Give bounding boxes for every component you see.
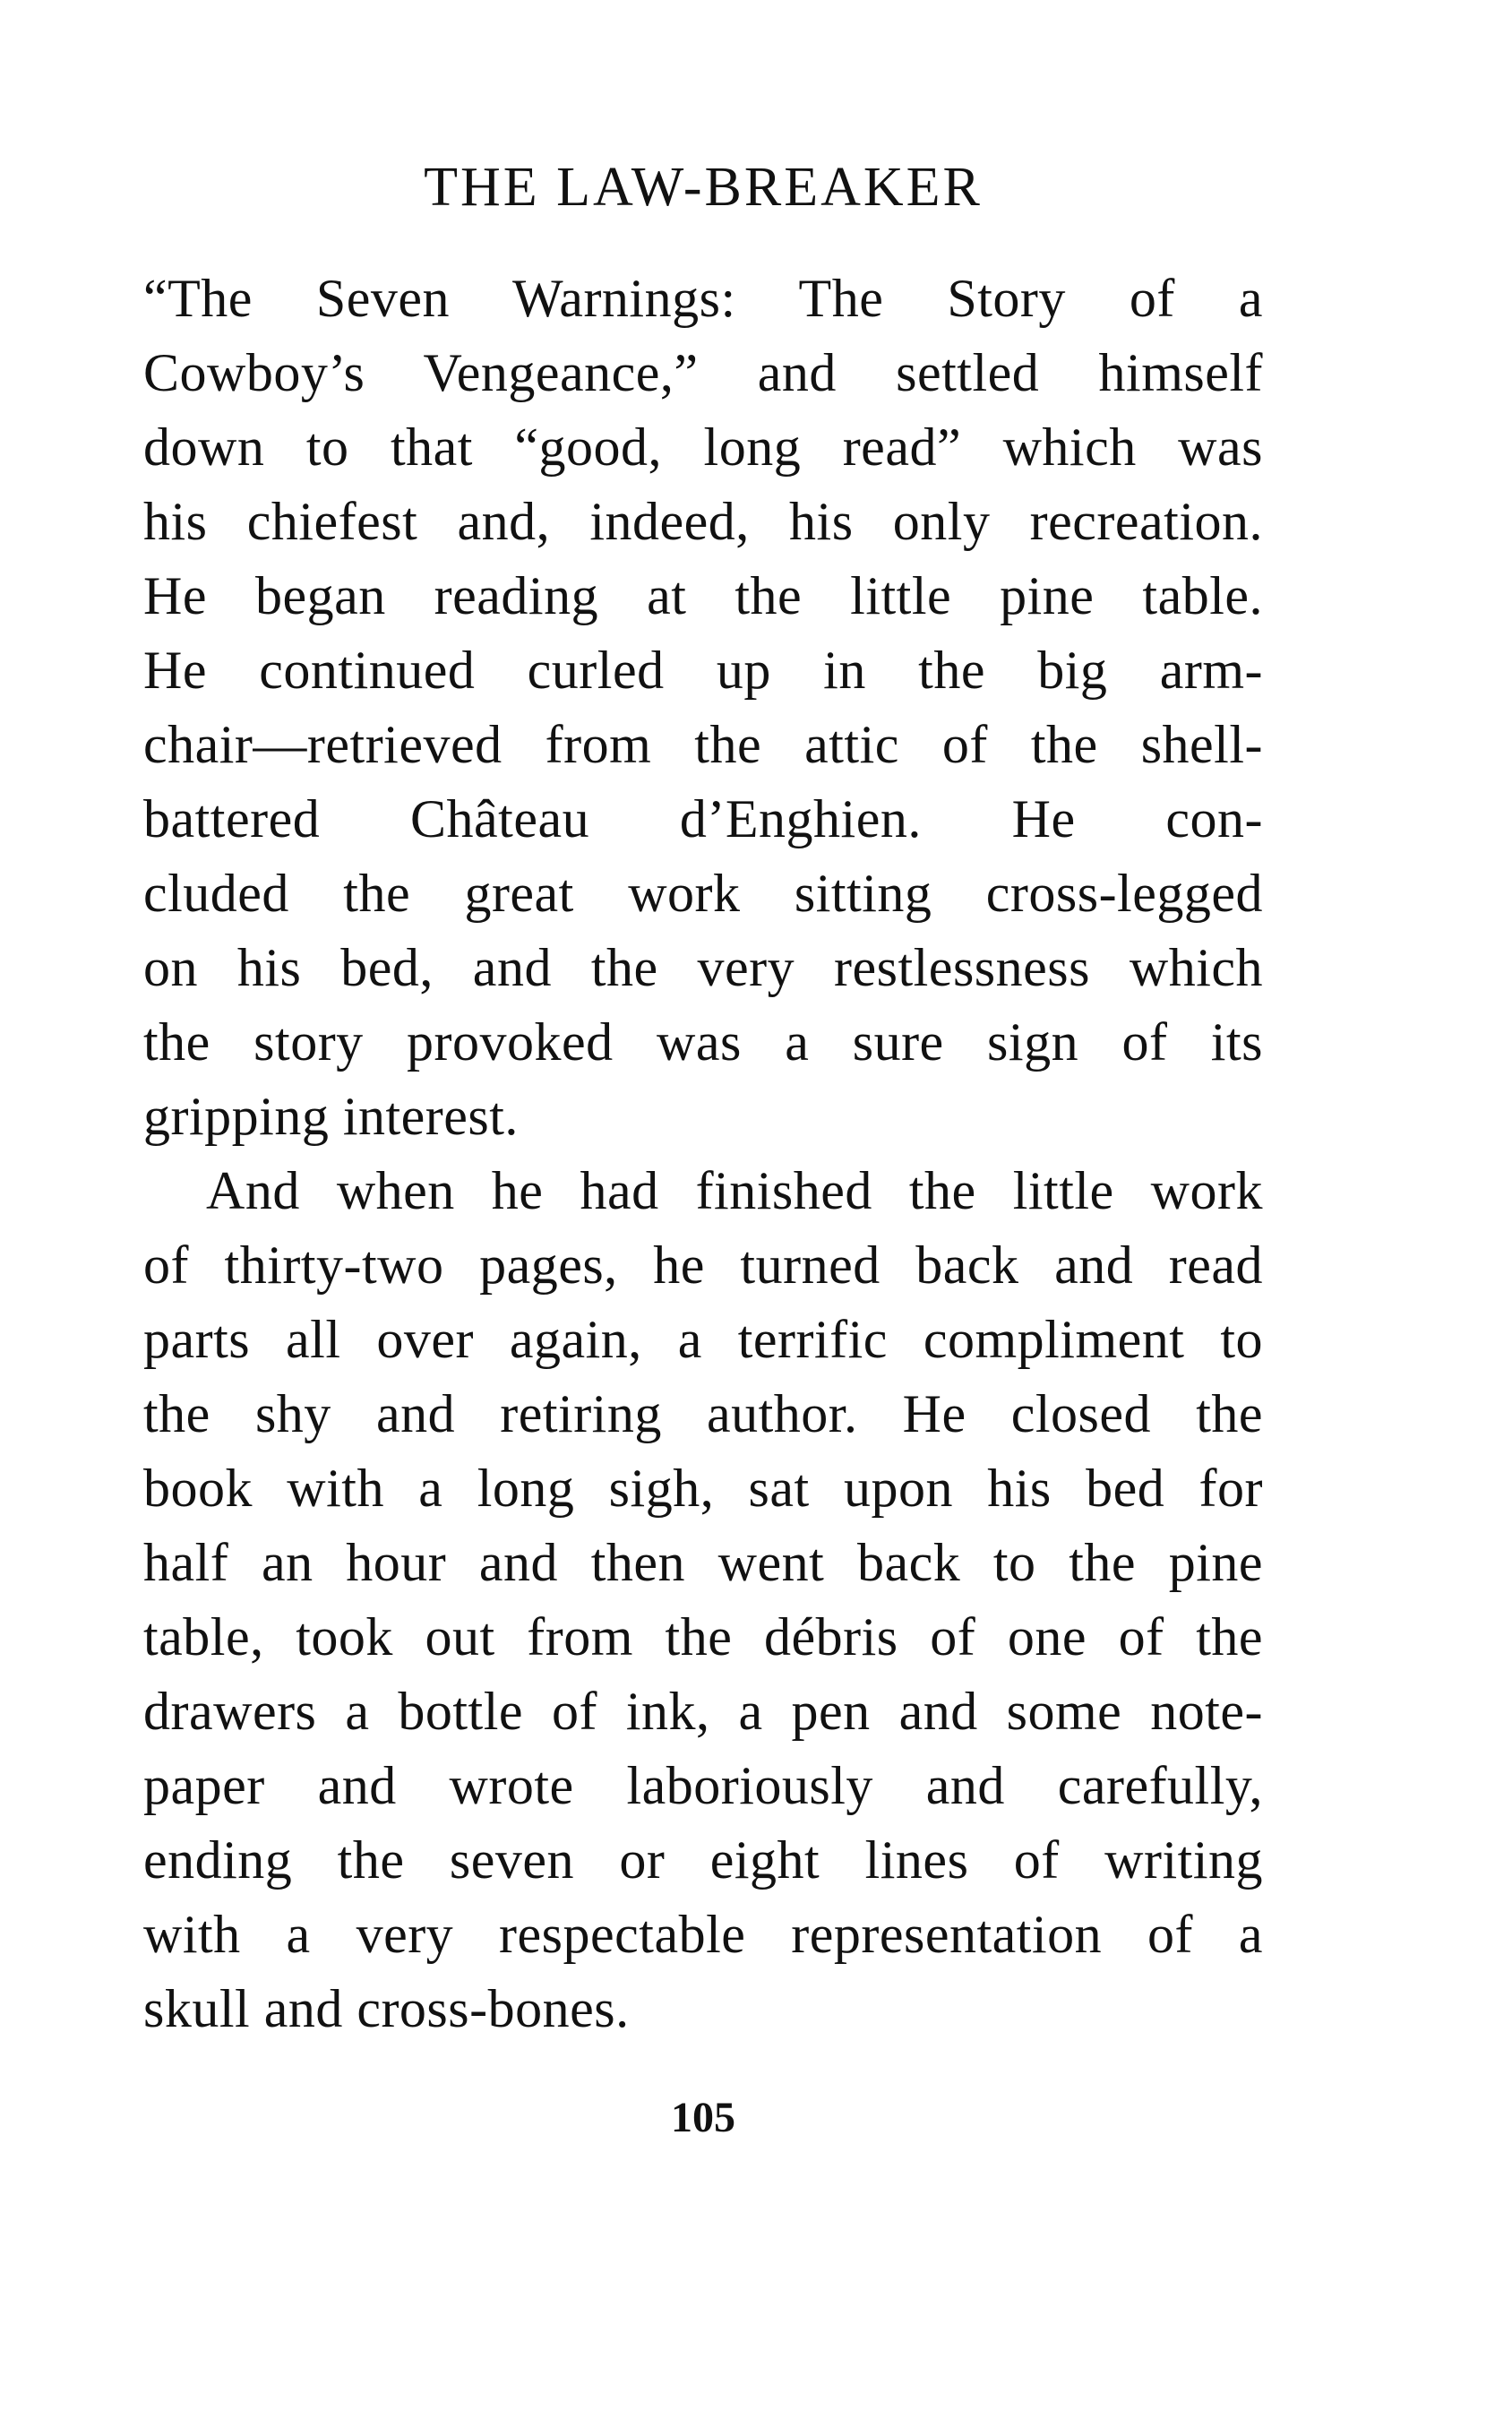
text-line: battered Château d’Enghien. He con-: [143, 789, 1263, 848]
text-line: cluded the great work sitting cross-legged: [143, 864, 1263, 923]
page-number: 105: [671, 2094, 735, 2141]
text-line: his chiefest and, indeed, his only recreation.: [143, 492, 1263, 551]
text-line: ending the seven or eight lines of writing: [143, 1830, 1263, 1890]
text-line: “The Seven Warnings: The Story of a: [143, 269, 1263, 328]
paragraph-1: [143, 262, 1263, 1154]
text-line: book with a long sigh, sat upon his bed for: [143, 1459, 1263, 1518]
text-line: down to that “good, long read” which was: [143, 418, 1263, 477]
paragraph-2: [143, 1154, 1263, 2046]
text-line: table, took out from the débris of one of the: [143, 1607, 1263, 1666]
text-line: gripping interest.: [143, 1087, 519, 1146]
text-line: parts all over again, a terrific compliment to: [143, 1310, 1263, 1369]
running-head: THE LAW-BREAKER: [424, 157, 983, 218]
text-line: And when he had finished the little work: [206, 1161, 1263, 1220]
text-line: half an hour and then went back to the pine: [143, 1533, 1263, 1592]
text-line: of thirty-two pages, he turned back and read: [143, 1236, 1263, 1295]
body-text: [143, 262, 1263, 2046]
text-line: He continued curled up in the big arm-: [143, 641, 1263, 700]
text-line: the story provoked was a sure sign of its: [143, 1012, 1263, 1072]
text-line: drawers a bottle of ink, a pen and some note-: [143, 1682, 1263, 1741]
text-line: skull and cross-bones.: [143, 1979, 630, 2038]
text-line: Cowboy’s Vengeance,” and settled himself: [143, 343, 1263, 402]
text-line: He began reading at the little pine table.: [143, 566, 1263, 625]
text-line: paper and wrote laboriously and carefully,: [143, 1756, 1263, 1815]
text-line: the shy and retiring author. He closed the: [143, 1384, 1263, 1443]
text-line: with a very respectable representation of a: [143, 1905, 1263, 1964]
text-line: on his bed, and the very restlessness which: [143, 938, 1263, 997]
text-line: chair—retrieved from the attic of the shell-: [143, 715, 1263, 774]
